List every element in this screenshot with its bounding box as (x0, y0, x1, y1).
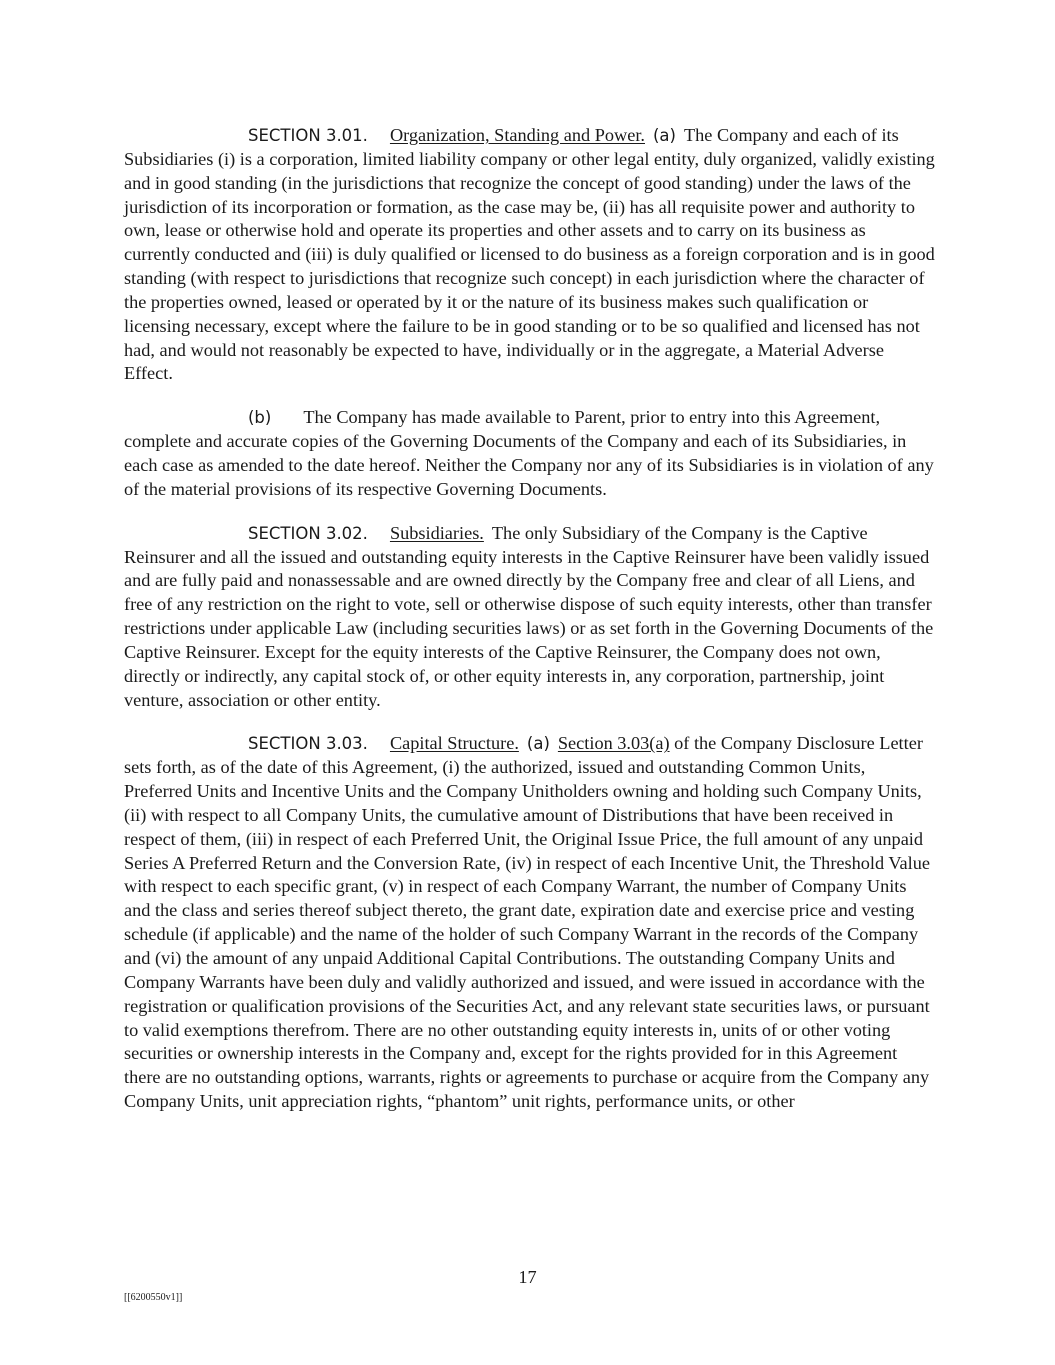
section-3-03-paragraph-a (124, 732, 936, 1114)
section-heading: Capital Structure. (389, 733, 519, 754)
section-3-02-paragraph (124, 522, 936, 713)
page-number: 17 (518, 1267, 537, 1287)
paragraph-body: The Company and each of its Subsidiaries (i) is a corporation, limited liability company or other legal entity, duly organized, validly existing and in good standing (in the jurisdictions that recognize the concept of good standing) under the laws of the jurisdiction of its incorporation or formation, as the case may be, (ii) has all requisite power and authority to own, lease or otherwise hold and operate its properties and other assets and to carry on its business as currently conducted and (iii) is duly qualified or licensed to do business as a foreign corporation and is in good standing (with respect to jurisdictions that recognize such concept) in each jurisdiction where the character of the properties owned, leased or operated by it or the nature of its business makes such qualification or licensing necessary, except where the failure to be in good standing or to be so qualified and licensed has not had, and would not reasonably be expected to have, individually or in the aggregate, a Material Adverse Effect. (124, 125, 935, 384)
subsection-marker: (a) (653, 126, 676, 145)
section-label: SECTION 3.01. (248, 126, 368, 145)
paragraph-body: The Company has made available to Parent, prior to entry into this Agreement, complete and accurate copies of the Governing Documents of the Company and each of its Subsidiaries, in each case as amended to the date hereof. Neither the Company nor any of its Subsidiaries is in violation of any of the material provisions of its respective Governing Documents. (124, 407, 934, 499)
paragraph-body: of the Company Disclosure Letter sets forth, as of the date of this Agreement, (i) the authorized, issued and outstanding Common Units, Preferred Units and Incentive Units and the Company Unitholders owning and holding such Company Units, (ii) with respect to all Company Units, the cumulative amount of Distributions that have been received in respect of them, (iii) in respect of each Preferred Unit, the Original Issue Price, the full amount of any unpaid Series A Preferred Return and the Conversion Rate, (iv) in respect of each Incentive Unit, the Threshold Value with respect to each specific grant, (v) in respect of each Company Warrant, the number of Company Units and the class and series thereof subject thereto, the grant date, expiration date and exercise price and vesting schedule (if applicable) and the name of the holder of such Company Warrant in the records of the Company and (vi) the amount of any unpaid Additional Capital Contributions. The outstanding Company Units and Company Warrants have been duly and validly authorized and issued, and were issued in accordance with the registration or qualification provisions of the Securities Act, and any relevant state securities laws, or pursuant to valid exemptions therefrom. There are no other outstanding equity interests in, units of or other voting securities or ownership interests in the Company and, except for the rights provided for in this Agreement there are no outstanding options, warrants, rights or agreements to purchase or acquire from the Company any Company Units, unit appreciation rights, “phantom” unit rights, performance units, or other (124, 733, 930, 1112)
section-3-01-paragraph-b (124, 406, 936, 501)
section-reference: Section 3.03(a) (557, 733, 670, 754)
section-3-01-paragraph-a (124, 124, 936, 386)
section-label: SECTION 3.03. (248, 734, 368, 754)
section-label: SECTION 3.02. (248, 523, 368, 543)
document-id: [[6200550v1]] (124, 1292, 183, 1303)
section-heading: Organization, Standing and Power. (389, 125, 645, 145)
section-heading: Subsidiaries. (389, 522, 484, 543)
subsection-marker: (b) (248, 408, 272, 428)
paragraph-body: The only Subsidiary of the Company is the Captive Reinsurer and all the issued and outstanding equity interests in the Captive Reinsurer have been validly issued and are fully paid and nonassessable and are owned directly by the Company free and clear of all Liens, and free of any restriction on the right to vote, sell or otherwise dispose of such equity interests, other than transfer restrictions under applicable Law (including securities laws) or as set forth in the Governing Documents of the Captive Reinsurer. Except for the equity interests of the Captive Reinsurer, the Company does not own, directly or indirectly, any capital stock of, or other equity interests in, any corporation, partnership, joint venture, association or other entity. (124, 522, 934, 710)
subsection-marker: (a) (526, 734, 550, 754)
document-page (124, 124, 936, 1134)
